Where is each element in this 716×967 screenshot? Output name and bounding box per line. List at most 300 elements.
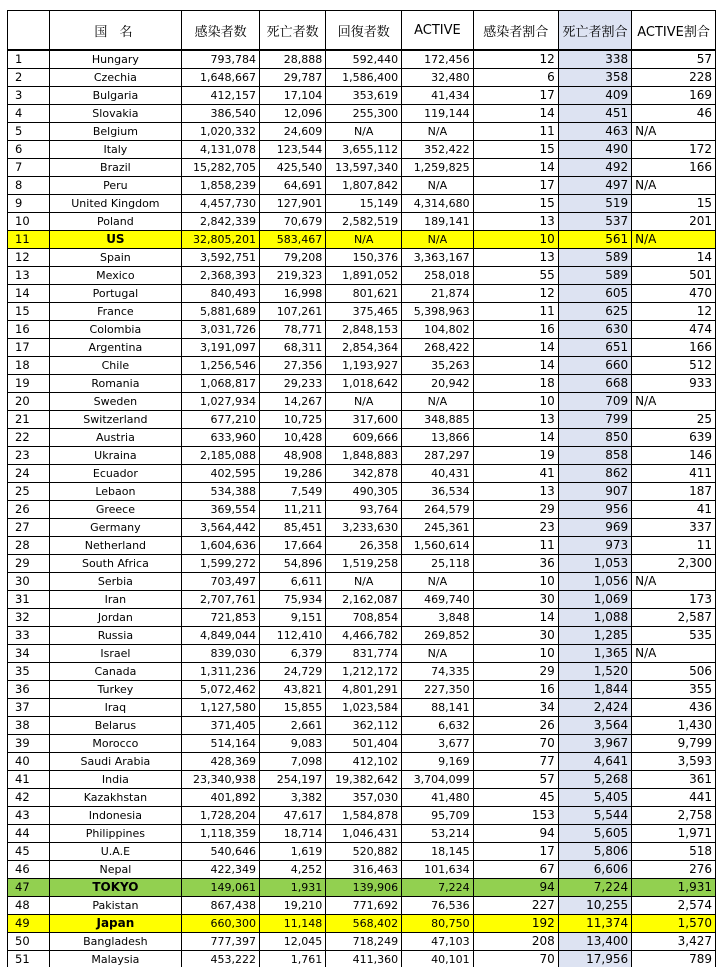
active-count: 76,536 xyxy=(402,897,474,915)
active-count: 3,848 xyxy=(402,609,474,627)
recovered-count: 15,149 xyxy=(326,195,402,213)
country-name: Kazakhstan xyxy=(49,789,182,807)
active-ratio: 512 xyxy=(632,357,716,375)
row-index: 4 xyxy=(8,105,50,123)
country-name: Bangladesh xyxy=(49,933,182,951)
recovered-count: 4,466,782 xyxy=(326,627,402,645)
country-name: India xyxy=(49,771,182,789)
recovered-count: 801,621 xyxy=(326,285,402,303)
infected-ratio: 18 xyxy=(473,375,558,393)
recovered-count: 255,300 xyxy=(326,105,402,123)
death-count: 28,888 xyxy=(260,50,326,69)
country-name: Ecuador xyxy=(49,465,182,483)
infected-count: 3,564,442 xyxy=(182,519,260,537)
death-ratio: 561 xyxy=(558,231,631,249)
active-ratio: 441 xyxy=(632,789,716,807)
infected-count: 4,457,730 xyxy=(182,195,260,213)
death-count: 18,714 xyxy=(260,825,326,843)
table-row xyxy=(8,933,716,951)
death-count: 19,210 xyxy=(260,897,326,915)
death-ratio: 338 xyxy=(558,50,631,69)
infected-ratio: 14 xyxy=(473,339,558,357)
active-count: 172,456 xyxy=(402,50,474,69)
active-ratio: 355 xyxy=(632,681,716,699)
row-index: 36 xyxy=(8,681,50,699)
country-name: Saudi Arabia xyxy=(49,753,182,771)
active-count: 41,434 xyxy=(402,87,474,105)
infected-ratio: 13 xyxy=(473,483,558,501)
table-row xyxy=(8,663,716,681)
row-index: 16 xyxy=(8,321,50,339)
death-ratio: 463 xyxy=(558,123,631,141)
recovered-count: 2,848,153 xyxy=(326,321,402,339)
active-ratio: 41 xyxy=(632,501,716,519)
death-count: 29,233 xyxy=(260,375,326,393)
infected-count: 1,604,636 xyxy=(182,537,260,555)
row-index: 30 xyxy=(8,573,50,591)
death-ratio: 3,967 xyxy=(558,735,631,753)
death-count: 583,467 xyxy=(260,231,326,249)
infected-ratio: 14 xyxy=(473,159,558,177)
death-count: 6,379 xyxy=(260,645,326,663)
infected-ratio: 10 xyxy=(473,231,558,249)
death-count: 107,261 xyxy=(260,303,326,321)
row-index: 2 xyxy=(8,69,50,87)
active-count: 18,145 xyxy=(402,843,474,861)
active-count: 3,677 xyxy=(402,735,474,753)
country-name: Morocco xyxy=(49,735,182,753)
recovered-count: 2,582,519 xyxy=(326,213,402,231)
death-ratio: 1,053 xyxy=(558,555,631,573)
country-name: Russia xyxy=(49,627,182,645)
row-index: 38 xyxy=(8,717,50,735)
recovered-count: 412,102 xyxy=(326,753,402,771)
infected-count: 428,369 xyxy=(182,753,260,771)
death-count: 47,617 xyxy=(260,807,326,825)
death-count: 127,901 xyxy=(260,195,326,213)
death-ratio: 4,641 xyxy=(558,753,631,771)
infected-count: 23,340,938 xyxy=(182,771,260,789)
row-index: 45 xyxy=(8,843,50,861)
country-name: Jordan xyxy=(49,609,182,627)
recovered-count: 831,774 xyxy=(326,645,402,663)
country-name: South Africa xyxy=(49,555,182,573)
infected-count: 1,311,236 xyxy=(182,663,260,681)
active-ratio: 166 xyxy=(632,339,716,357)
active-count: 189,141 xyxy=(402,213,474,231)
infected-count: 2,707,761 xyxy=(182,591,260,609)
country-name: Sweden xyxy=(49,393,182,411)
recovered-count: 1,046,431 xyxy=(326,825,402,843)
death-ratio: 1,285 xyxy=(558,627,631,645)
table-row xyxy=(8,627,716,645)
row-index: 27 xyxy=(8,519,50,537)
death-ratio: 497 xyxy=(558,177,631,195)
table-row xyxy=(8,429,716,447)
row-index: 35 xyxy=(8,663,50,681)
death-count: 24,609 xyxy=(260,123,326,141)
active-count: 287,297 xyxy=(402,447,474,465)
recovered-count: 4,801,291 xyxy=(326,681,402,699)
death-count: 19,286 xyxy=(260,465,326,483)
row-index: 23 xyxy=(8,447,50,465)
infected-count: 4,849,044 xyxy=(182,627,260,645)
active-count: 4,314,680 xyxy=(402,195,474,213)
active-count: 1,259,825 xyxy=(402,159,474,177)
death-count: 1,619 xyxy=(260,843,326,861)
death-ratio: 956 xyxy=(558,501,631,519)
infected-ratio: 16 xyxy=(473,321,558,339)
death-ratio: 605 xyxy=(558,285,631,303)
country-name: Spain xyxy=(49,249,182,267)
country-name: Nepal xyxy=(49,861,182,879)
death-count: 43,821 xyxy=(260,681,326,699)
active-ratio: 46 xyxy=(632,105,716,123)
row-index: 18 xyxy=(8,357,50,375)
row-index: 44 xyxy=(8,825,50,843)
header-infected-ratio: 感染者割合 xyxy=(473,11,558,51)
active-ratio: 1,971 xyxy=(632,825,716,843)
row-index: 48 xyxy=(8,897,50,915)
row-index: 9 xyxy=(8,195,50,213)
infected-ratio: 57 xyxy=(473,771,558,789)
table-row xyxy=(8,951,716,967)
row-index: 51 xyxy=(8,951,50,967)
active-count: 258,018 xyxy=(402,267,474,285)
active-ratio: 535 xyxy=(632,627,716,645)
row-index: 6 xyxy=(8,141,50,159)
death-ratio: 1,056 xyxy=(558,573,631,591)
country-name: Turkey xyxy=(49,681,182,699)
active-ratio: 361 xyxy=(632,771,716,789)
table-row xyxy=(8,753,716,771)
country-name: Chile xyxy=(49,357,182,375)
infected-ratio: 10 xyxy=(473,645,558,663)
country-name: U.A.E xyxy=(49,843,182,861)
row-index: 41 xyxy=(8,771,50,789)
death-ratio: 973 xyxy=(558,537,631,555)
active-ratio: 15 xyxy=(632,195,716,213)
active-count: 3,704,099 xyxy=(402,771,474,789)
infected-count: 369,554 xyxy=(182,501,260,519)
table-row xyxy=(8,249,716,267)
death-ratio: 10,255 xyxy=(558,897,631,915)
active-count: 9,169 xyxy=(402,753,474,771)
row-index: 17 xyxy=(8,339,50,357)
country-name: United Kingdom xyxy=(49,195,182,213)
infected-ratio: 13 xyxy=(473,411,558,429)
active-count: N/A xyxy=(402,393,474,411)
death-count: 79,208 xyxy=(260,249,326,267)
active-count: 104,802 xyxy=(402,321,474,339)
infected-ratio: 67 xyxy=(473,861,558,879)
active-ratio: 411 xyxy=(632,465,716,483)
death-ratio: 709 xyxy=(558,393,631,411)
infected-count: 1,068,817 xyxy=(182,375,260,393)
active-ratio: N/A xyxy=(632,645,716,663)
death-ratio: 969 xyxy=(558,519,631,537)
table-row xyxy=(8,897,716,915)
death-ratio: 660 xyxy=(558,357,631,375)
country-name: Austria xyxy=(49,429,182,447)
table-body xyxy=(8,50,716,967)
death-count: 29,787 xyxy=(260,69,326,87)
active-ratio: N/A xyxy=(632,177,716,195)
country-name: Hungary xyxy=(49,50,182,69)
infected-count: 703,497 xyxy=(182,573,260,591)
recovered-count: 411,360 xyxy=(326,951,402,967)
table-row xyxy=(8,123,716,141)
infected-ratio: 45 xyxy=(473,789,558,807)
row-index: 7 xyxy=(8,159,50,177)
header-country-name: 国 名 xyxy=(49,11,182,51)
death-ratio: 5,544 xyxy=(558,807,631,825)
active-ratio: 470 xyxy=(632,285,716,303)
table-row xyxy=(8,825,716,843)
infected-ratio: 227 xyxy=(473,897,558,915)
table-row xyxy=(8,609,716,627)
infected-count: 149,061 xyxy=(182,879,260,897)
row-index: 20 xyxy=(8,393,50,411)
infected-ratio: 14 xyxy=(473,429,558,447)
infected-count: 402,595 xyxy=(182,465,260,483)
death-ratio: 5,405 xyxy=(558,789,631,807)
infected-ratio: 14 xyxy=(473,105,558,123)
active-count: N/A xyxy=(402,123,474,141)
table-row xyxy=(8,591,716,609)
table-row xyxy=(8,555,716,573)
infected-count: 534,388 xyxy=(182,483,260,501)
active-ratio: 1,570 xyxy=(632,915,716,933)
active-ratio: 2,574 xyxy=(632,897,716,915)
active-ratio: 518 xyxy=(632,843,716,861)
country-name: Indonesia xyxy=(49,807,182,825)
active-count: 245,361 xyxy=(402,519,474,537)
death-count: 9,151 xyxy=(260,609,326,627)
infected-count: 5,072,462 xyxy=(182,681,260,699)
infected-ratio: 29 xyxy=(473,501,558,519)
infected-count: 4,131,078 xyxy=(182,141,260,159)
infected-count: 1,599,272 xyxy=(182,555,260,573)
death-ratio: 6,606 xyxy=(558,861,631,879)
infected-ratio: 10 xyxy=(473,573,558,591)
infected-count: 660,300 xyxy=(182,915,260,933)
table-row xyxy=(8,501,716,519)
row-index: 15 xyxy=(8,303,50,321)
death-count: 1,761 xyxy=(260,951,326,967)
table-row xyxy=(8,681,716,699)
infected-ratio: 153 xyxy=(473,807,558,825)
death-ratio: 1,365 xyxy=(558,645,631,663)
recovered-count: 718,249 xyxy=(326,933,402,951)
recovered-count: 2,162,087 xyxy=(326,591,402,609)
recovered-count: 1,193,927 xyxy=(326,357,402,375)
table-row xyxy=(8,357,716,375)
active-ratio: 172 xyxy=(632,141,716,159)
active-count: 80,750 xyxy=(402,915,474,933)
row-index: 26 xyxy=(8,501,50,519)
recovered-count: 353,619 xyxy=(326,87,402,105)
country-name: US xyxy=(49,231,182,249)
table-row xyxy=(8,285,716,303)
active-ratio: 276 xyxy=(632,861,716,879)
death-ratio: 668 xyxy=(558,375,631,393)
recovered-count: 1,807,842 xyxy=(326,177,402,195)
active-ratio: N/A xyxy=(632,573,716,591)
infected-count: 2,368,393 xyxy=(182,267,260,285)
row-index: 37 xyxy=(8,699,50,717)
country-name: Pakistan xyxy=(49,897,182,915)
death-count: 12,096 xyxy=(260,105,326,123)
death-count: 4,252 xyxy=(260,861,326,879)
death-ratio: 862 xyxy=(558,465,631,483)
header-infected: 感染者数 xyxy=(182,11,260,51)
infected-ratio: 15 xyxy=(473,141,558,159)
infected-ratio: 77 xyxy=(473,753,558,771)
recovered-count: 316,463 xyxy=(326,861,402,879)
active-count: 32,480 xyxy=(402,69,474,87)
table-row xyxy=(8,87,716,105)
recovered-count: 1,891,052 xyxy=(326,267,402,285)
infected-count: 867,438 xyxy=(182,897,260,915)
death-count: 78,771 xyxy=(260,321,326,339)
table-row xyxy=(8,393,716,411)
death-count: 112,410 xyxy=(260,627,326,645)
recovered-count: 150,376 xyxy=(326,249,402,267)
country-name: Poland xyxy=(49,213,182,231)
death-count: 64,691 xyxy=(260,177,326,195)
row-index: 14 xyxy=(8,285,50,303)
recovered-count: 317,600 xyxy=(326,411,402,429)
death-ratio: 409 xyxy=(558,87,631,105)
active-ratio: 25 xyxy=(632,411,716,429)
recovered-count: 1,848,883 xyxy=(326,447,402,465)
recovered-count: 3,233,630 xyxy=(326,519,402,537)
active-ratio: 169 xyxy=(632,87,716,105)
infected-count: 1,127,580 xyxy=(182,699,260,717)
country-name: Malaysia xyxy=(49,951,182,967)
active-count: 95,709 xyxy=(402,807,474,825)
table-row xyxy=(8,177,716,195)
country-name: Bulgaria xyxy=(49,87,182,105)
death-ratio: 3,564 xyxy=(558,717,631,735)
infected-count: 1,027,934 xyxy=(182,393,260,411)
death-ratio: 907 xyxy=(558,483,631,501)
death-count: 12,045 xyxy=(260,933,326,951)
table-row xyxy=(8,141,716,159)
death-ratio: 589 xyxy=(558,249,631,267)
infected-count: 1,648,667 xyxy=(182,69,260,87)
infected-count: 721,853 xyxy=(182,609,260,627)
row-index: 22 xyxy=(8,429,50,447)
header-active-ratio: ACTIVE割合 xyxy=(632,11,716,51)
death-ratio: 451 xyxy=(558,105,631,123)
death-ratio: 5,605 xyxy=(558,825,631,843)
infected-count: 401,892 xyxy=(182,789,260,807)
infected-count: 1,118,359 xyxy=(182,825,260,843)
infected-count: 2,842,339 xyxy=(182,213,260,231)
infected-ratio: 36 xyxy=(473,555,558,573)
death-count: 54,896 xyxy=(260,555,326,573)
infected-count: 777,397 xyxy=(182,933,260,951)
active-ratio: 2,758 xyxy=(632,807,716,825)
infected-count: 32,805,201 xyxy=(182,231,260,249)
death-ratio: 858 xyxy=(558,447,631,465)
row-index: 40 xyxy=(8,753,50,771)
infected-ratio: 23 xyxy=(473,519,558,537)
death-ratio: 5,806 xyxy=(558,843,631,861)
infected-count: 793,784 xyxy=(182,50,260,69)
infected-count: 1,858,239 xyxy=(182,177,260,195)
row-index: 5 xyxy=(8,123,50,141)
country-name: Israel xyxy=(49,645,182,663)
death-count: 75,934 xyxy=(260,591,326,609)
row-index: 21 xyxy=(8,411,50,429)
infected-ratio: 13 xyxy=(473,249,558,267)
death-count: 11,211 xyxy=(260,501,326,519)
row-index: 39 xyxy=(8,735,50,753)
recovered-count: 592,440 xyxy=(326,50,402,69)
row-index: 8 xyxy=(8,177,50,195)
recovered-count: 2,854,364 xyxy=(326,339,402,357)
active-count: 7,224 xyxy=(402,879,474,897)
table-row xyxy=(8,699,716,717)
country-name: Belgium xyxy=(49,123,182,141)
row-index: 25 xyxy=(8,483,50,501)
table-row xyxy=(8,447,716,465)
death-ratio: 358 xyxy=(558,69,631,87)
infected-ratio: 192 xyxy=(473,915,558,933)
country-name: Romania xyxy=(49,375,182,393)
infected-count: 633,960 xyxy=(182,429,260,447)
active-ratio: 14 xyxy=(632,249,716,267)
recovered-count: N/A xyxy=(326,573,402,591)
death-count: 254,197 xyxy=(260,771,326,789)
row-index: 50 xyxy=(8,933,50,951)
row-index: 47 xyxy=(8,879,50,897)
row-index: 19 xyxy=(8,375,50,393)
active-count: N/A xyxy=(402,177,474,195)
table-row xyxy=(8,789,716,807)
recovered-count: 501,404 xyxy=(326,735,402,753)
active-ratio: 501 xyxy=(632,267,716,285)
header-active: ACTIVE xyxy=(402,11,474,51)
infected-ratio: 10 xyxy=(473,393,558,411)
death-count: 2,661 xyxy=(260,717,326,735)
active-ratio: 11 xyxy=(632,537,716,555)
table-row xyxy=(8,717,716,735)
active-count: 47,103 xyxy=(402,933,474,951)
death-count: 27,356 xyxy=(260,357,326,375)
active-count: 25,118 xyxy=(402,555,474,573)
active-count: 3,363,167 xyxy=(402,249,474,267)
row-index: 33 xyxy=(8,627,50,645)
active-ratio: N/A xyxy=(632,393,716,411)
row-index: 12 xyxy=(8,249,50,267)
table-row xyxy=(8,879,716,897)
active-ratio: 12 xyxy=(632,303,716,321)
country-name: Serbia xyxy=(49,573,182,591)
country-name: Mexico xyxy=(49,267,182,285)
recovered-count: 93,764 xyxy=(326,501,402,519)
infected-count: 1,256,546 xyxy=(182,357,260,375)
infected-ratio: 17 xyxy=(473,87,558,105)
active-count: N/A xyxy=(402,573,474,591)
recovered-count: 26,358 xyxy=(326,537,402,555)
infected-count: 422,349 xyxy=(182,861,260,879)
infected-ratio: 17 xyxy=(473,843,558,861)
active-ratio: 1,931 xyxy=(632,879,716,897)
